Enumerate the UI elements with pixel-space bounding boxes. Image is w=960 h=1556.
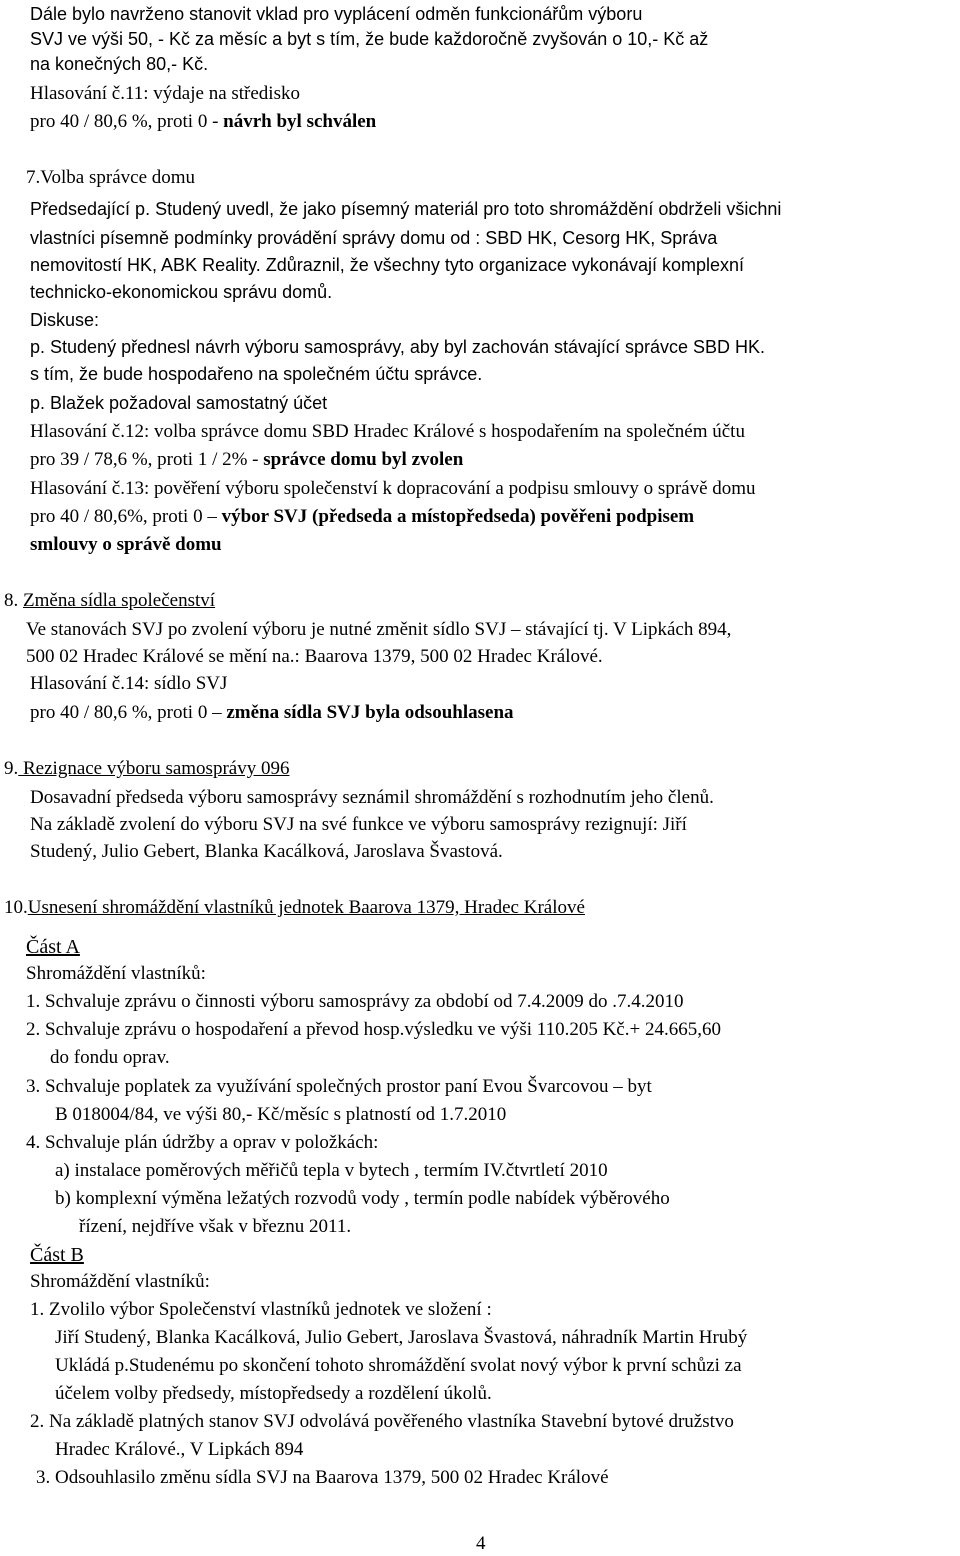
section-10-number: 10.: [4, 897, 28, 918]
vote-11-label: Hlasování č.11: výdaje na středisko: [30, 83, 300, 104]
part-b-heading: Část B: [30, 1244, 84, 1266]
discussion-line: p. Studený přednesl návrh výboru samosprávy, aby byl zachován stávající správce SBD HK.: [30, 337, 766, 357]
resolution-item: 3. Odsouhlasilo změnu sídla SVJ na Baarova 1379, 500 02 Hradec Králové: [36, 1467, 609, 1488]
resolution-subitem: b) komplexní výměna ležatých rozvodů vody , termín podle nabídek výběrového: [55, 1188, 670, 1209]
intro-line: SVJ ve výši 50, - Kč za měsíc a byt s tím, že bude každoročně zvyšován o 10,- Kč až: [30, 29, 709, 49]
section-8-paragraph: 500 02 Hradec Králové se mění na.: Baarova 1379, 500 02 Hradec Králové.: [26, 646, 603, 667]
section-7-title: Volba správce domu: [40, 167, 196, 188]
vote-14-count: pro 40 / 80,6 %, proti 0 –: [30, 702, 227, 723]
discussion-label: Diskuse:: [30, 310, 100, 330]
section-9-heading: [4, 757, 289, 781]
section-7-paragraph: nemovitostí HK, ABK Reality. Zdůraznil, že všechny tyto organizace vykonávají komplexní: [30, 255, 744, 275]
page-number: 4: [476, 1533, 486, 1554]
resolution-subitem-cont: řízení, nejdříve však v březnu 2011.: [79, 1216, 352, 1237]
intro-line: Dále bylo navrženo stanovit vklad pro vyplácení odměn funkcionářům výboru: [30, 4, 643, 24]
section-8-heading: [4, 589, 215, 613]
owners-label: Shromáždění vlastníků:: [26, 963, 206, 984]
vote-12-count: pro 39 / 78,6 %, proti 1 / 2% -: [30, 449, 264, 470]
vote-12-result: [30, 448, 463, 472]
section-8-paragraph: Ve stanovách SVJ po zvolení výboru je nutné změnit sídlo SVJ – stávající tj. V Lipkách 894,: [26, 619, 732, 640]
section-7-paragraph: technicko-ekonomickou správu domů.: [30, 282, 333, 302]
vote-13-count: pro 40 / 80,6%, proti 0 –: [30, 506, 222, 527]
vote-11-result: [30, 110, 376, 134]
vote-12-outcome: správce domu byl zvolen: [263, 449, 464, 470]
vote-14-result: [30, 701, 514, 725]
section-9-paragraph: Dosavadní předseda výboru samosprávy seznámil shromáždění s rozhodnutím jeho členů.: [30, 787, 714, 808]
vote-13-outcome-cont: smlouvy o správě domu: [30, 534, 222, 555]
vote-13-outcome: výbor SVJ (předseda a místopředseda) pověřeni podpisem: [221, 506, 695, 527]
intro-line: na konečných 80,- Kč.: [30, 54, 209, 74]
resolution-item: 3. Schvaluje poplatek za využívání společných prostor paní Evou Švarcovou – byt: [26, 1076, 652, 1097]
resolution-item: 1. Zvolilo výbor Společenství vlastníků jednotek ve složení :: [30, 1299, 492, 1320]
discussion-line: s tím, že bude hospodařeno na společném účtu správce.: [30, 364, 483, 384]
section-10-title: Usnesení shromáždění vlastníků jednotek Baarova 1379, Hradec Králové: [27, 897, 585, 918]
section-8-number: 8.: [4, 590, 23, 611]
section-7-heading: [26, 166, 195, 190]
section-10-heading: [4, 896, 585, 920]
resolution-item-cont: do fondu oprav.: [50, 1047, 170, 1068]
resolution-item-cont: Hradec Králové., V Lipkách 894: [55, 1439, 304, 1460]
section-9-title: Rezignace výboru samosprávy 096: [18, 758, 290, 779]
vote-14-label: Hlasování č.14: sídlo SVJ: [30, 673, 228, 694]
resolution-item: 2. Schvaluje zprávu o hospodaření a převod hosp.výsledku ve výši 110.205 Kč.+ 24.665,60: [26, 1019, 721, 1040]
vote-12-label: Hlasování č.12: volba správce domu SBD Hradec Králové s hospodařením na společném účtu: [30, 421, 745, 442]
vote-11-outcome: návrh byl schválen: [223, 111, 377, 132]
vote-13-label: Hlasování č.13: pověření výboru společenství k dopracování a podpisu smlouvy o správě domu: [30, 478, 756, 499]
section-7-paragraph: vlastníci písemně podmínky provádění správy domu od : SBD HK, Cesorg HK, Správa: [30, 228, 718, 248]
owners-label: Shromáždění vlastníků:: [30, 1271, 210, 1292]
vote-11-count: pro 40 / 80,6 %, proti 0 -: [30, 111, 224, 132]
resolution-item-cont: Jiří Studený, Blanka Kacálková, Julio Gebert, Jaroslava Švastová, náhradník Martin Hrubý: [55, 1327, 748, 1348]
resolution-item: 2. Na základě platných stanov SVJ odvolává pověřeného vlastníka Stavební bytové družstvo: [30, 1411, 734, 1432]
resolution-item: 1. Schvaluje zprávu o činnosti výboru samosprávy za období od 7.4.2009 do .7.4.2010: [26, 991, 684, 1012]
discussion-line: p. Blažek požadoval samostatný účet: [30, 393, 328, 413]
section-7-paragraph: Předsedající p. Studený uvedl, že jako písemný materiál pro toto shromáždění obdrželi všichni: [30, 199, 782, 219]
vote-13-result: [30, 505, 694, 529]
vote-14-outcome: změna sídla SVJ byla odsouhlasena: [226, 702, 514, 723]
resolution-item-cont: Ukládá p.Studenému po skončení tohoto shromáždění svolat nový výbor k první schůzi za: [55, 1355, 742, 1376]
resolution-subitem: a) instalace poměrových měřičů tepla v bytech , termím IV.čtvrtletí 2010: [55, 1160, 608, 1181]
section-8-title: Změna sídla společenství: [23, 590, 216, 611]
resolution-item: 4. Schvaluje plán údržby a oprav v položkách:: [26, 1132, 379, 1153]
section-9-paragraph: Studený, Julio Gebert, Blanka Kacálková, Jaroslava Švastová.: [30, 841, 503, 862]
section-9-number: 9.: [4, 758, 19, 779]
section-9-paragraph: Na základě zvolení do výboru SVJ na své funkce ve výboru samosprávy rezignují: Jiří: [30, 814, 687, 835]
part-a-heading: Část A: [26, 936, 80, 958]
resolution-item-cont: účelem volby předsedy, místopředsedy a rozdělení úkolů.: [55, 1383, 492, 1404]
section-7-number: 7.: [26, 167, 41, 188]
resolution-item-cont: B 018004/84, ve výši 80,- Kč/měsíc s platností od 1.7.2010: [55, 1104, 507, 1125]
